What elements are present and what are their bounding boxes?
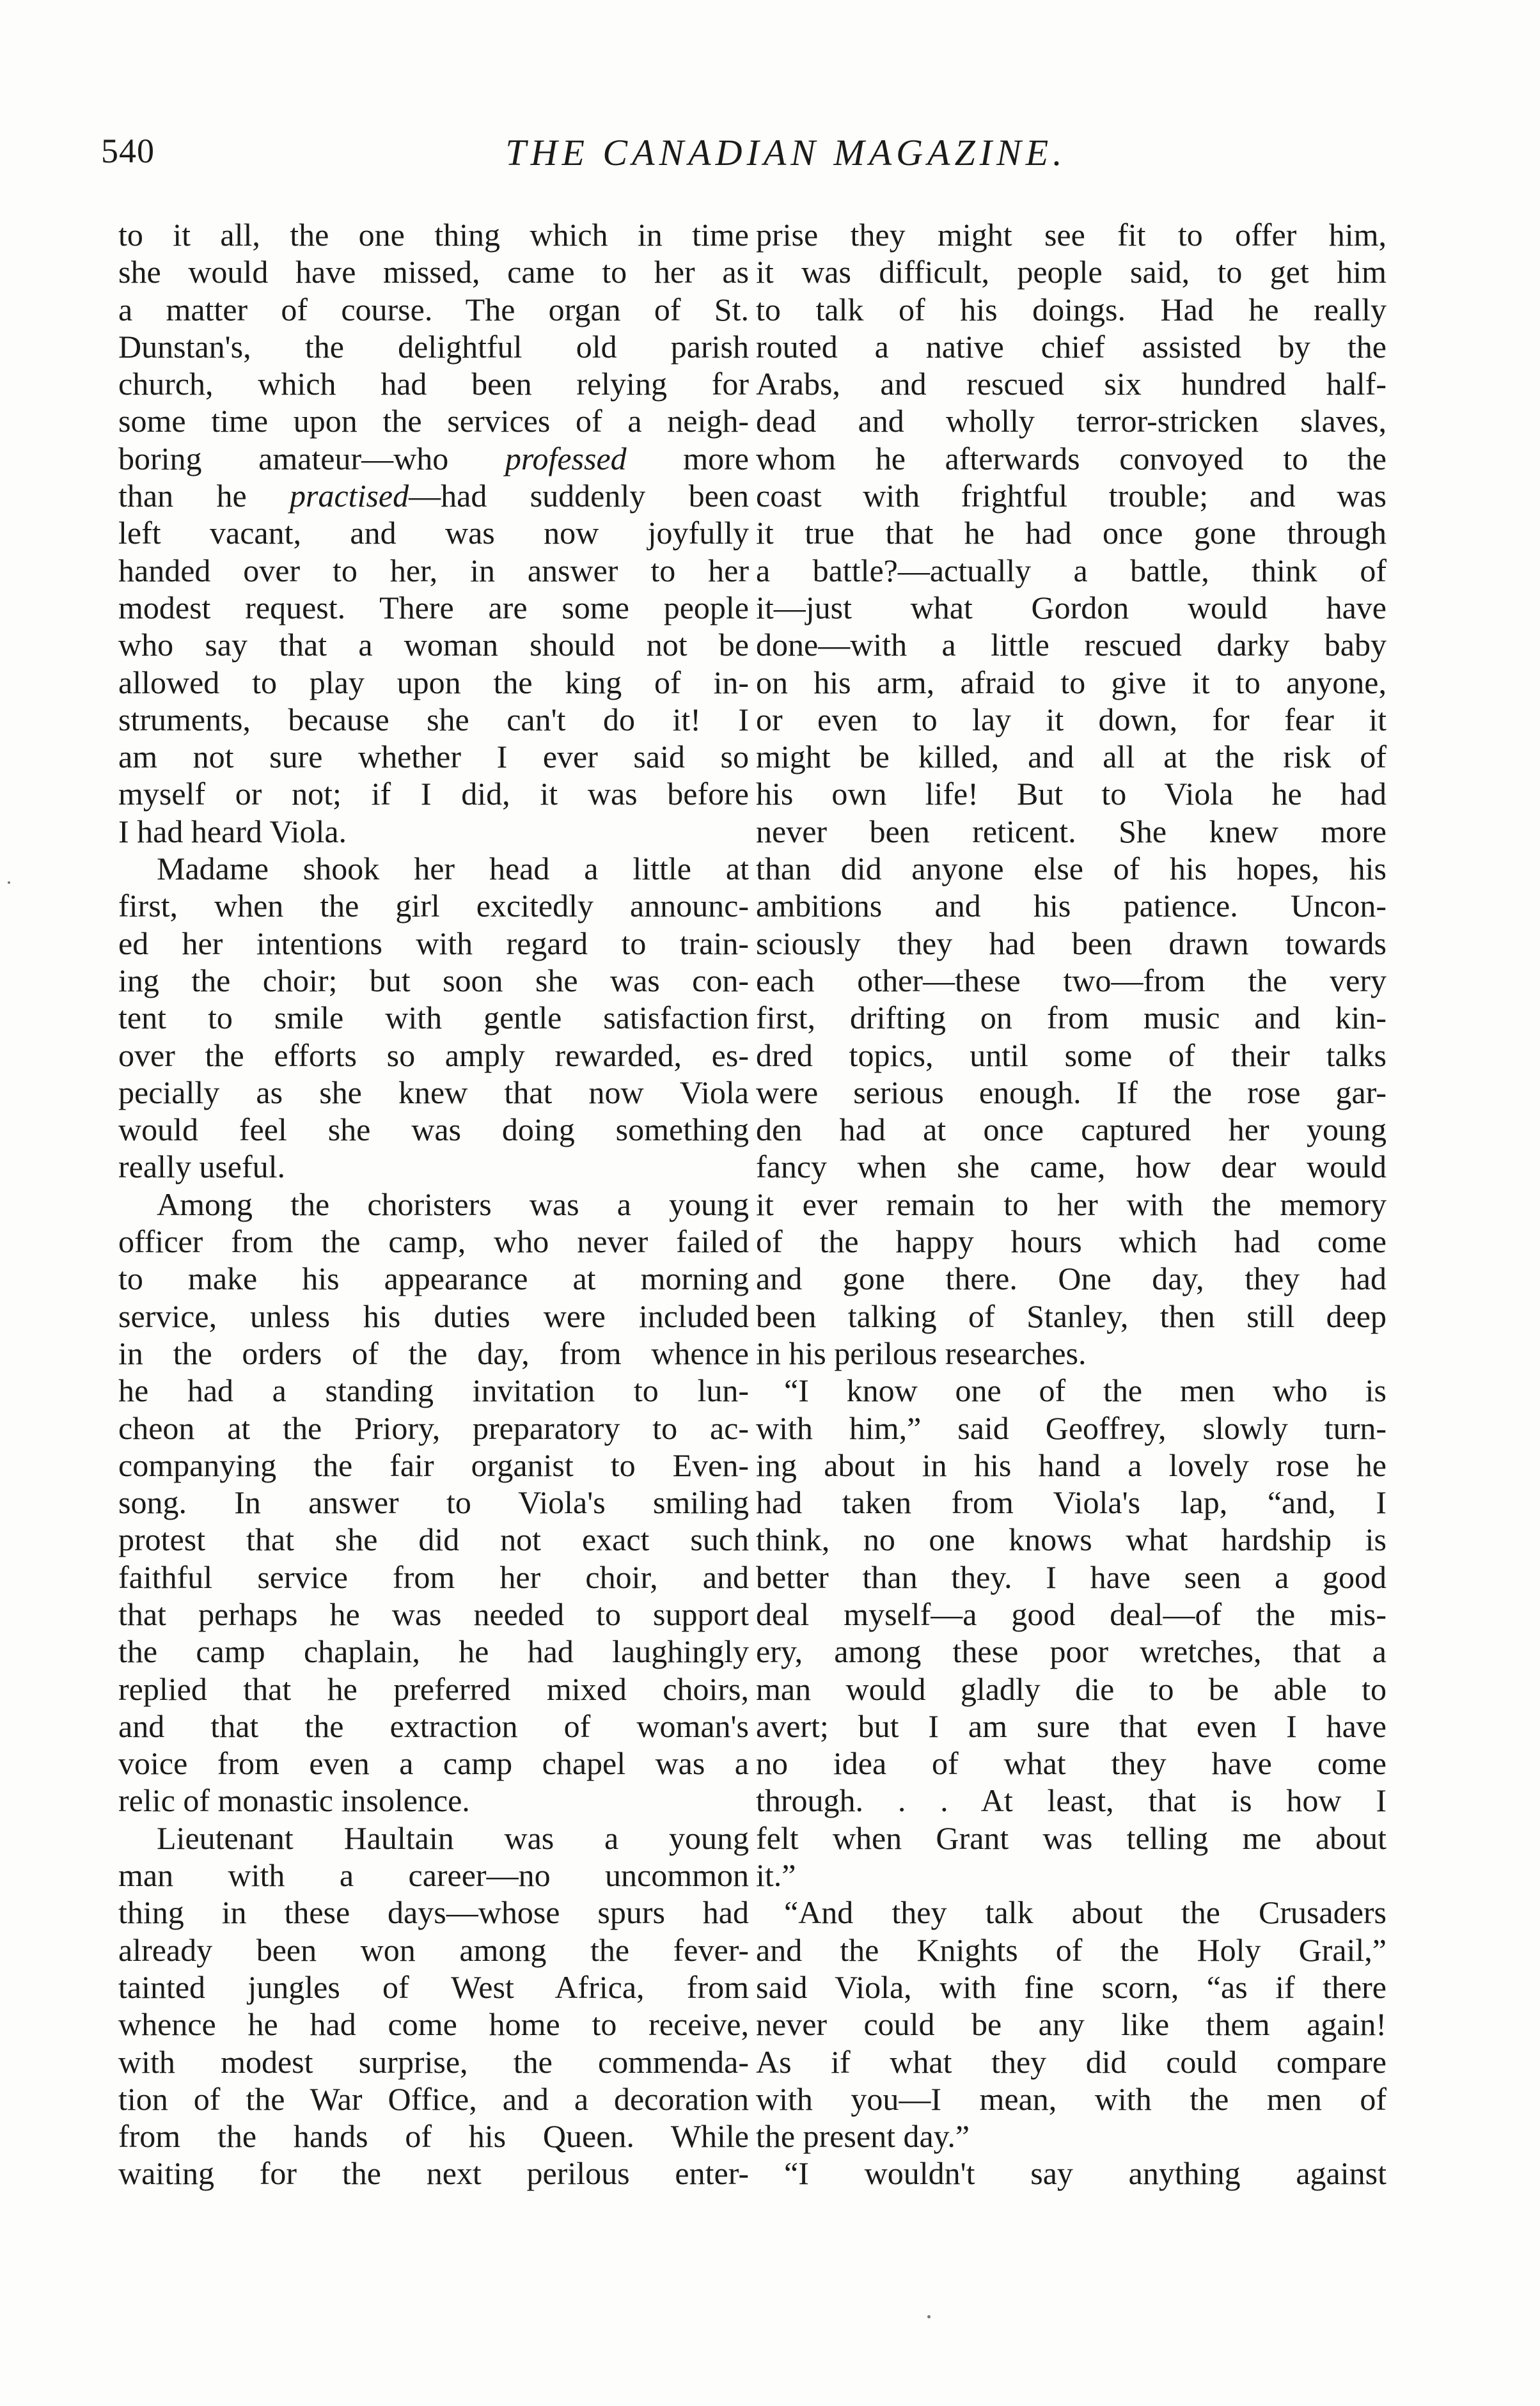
text-line: relic of monastic insolence. xyxy=(118,1782,470,1819)
text-line: ing the choir; but soon she was con- xyxy=(118,962,749,998)
text-line: prise they might see fit to offer him, xyxy=(756,217,1387,253)
text-line: the camp chaplain, he had laughingly xyxy=(118,1633,749,1670)
text-line: struments, because she can't do it! I xyxy=(118,701,749,737)
text-line: cheon at the Priory, preparatory to ac- xyxy=(118,1410,749,1446)
text-line: I had heard Viola. xyxy=(118,813,347,849)
text-line: who say that a woman should not be xyxy=(118,627,749,663)
text-line: to make his appearance at morning xyxy=(118,1261,749,1297)
text-line: thing in these days—whose spurs had xyxy=(118,1894,749,1931)
text-line: some time upon the services of a neigh- xyxy=(118,403,749,439)
text-line: might be killed, and all at the risk of xyxy=(756,739,1387,775)
text-line: a battle?—actually a battle, think of xyxy=(756,552,1387,588)
text-line: or even to lay it down, for fear it xyxy=(756,701,1387,737)
text-line: whom he afterwards convoyed to the xyxy=(756,440,1387,476)
text-run: than he xyxy=(118,478,290,514)
text-line: “And they talk about the Crusaders xyxy=(784,1894,1387,1931)
text-line: routed a native chief assisted by the xyxy=(756,328,1387,365)
text-line: were serious enough. If the rose gar- xyxy=(756,1074,1387,1110)
left-column xyxy=(118,216,749,2192)
text-line: ambitions and his patience. Uncon- xyxy=(756,888,1387,924)
text-line: think, no one knows what hardship is xyxy=(756,1521,1387,1558)
text-line xyxy=(118,477,749,514)
text-line: to it all, the one thing which in time xyxy=(118,217,749,253)
text-line: church, which had been relying for xyxy=(118,366,749,402)
text-line: ing about in his hand a lovely rose he xyxy=(756,1447,1387,1483)
text-line: said Viola, with fine scorn, “as if there xyxy=(756,1969,1387,2005)
text-line: Lieutenant Haultain was a young xyxy=(157,1820,749,1856)
text-line: would feel she was doing something xyxy=(118,1112,749,1148)
text-line: dead and wholly terror-stricken slaves, xyxy=(756,403,1387,439)
print-speck xyxy=(927,2315,931,2318)
text-line: it true that he had once gone through xyxy=(756,515,1387,551)
text-line: of the happy hours which had come xyxy=(756,1223,1387,1260)
text-line: myself or not; if I did, it was before xyxy=(118,776,749,812)
text-line: never could be any like them again! xyxy=(756,2006,1387,2043)
text-line: done—with a little rescued darky baby xyxy=(756,627,1387,663)
text-line: really useful. xyxy=(118,1149,286,1185)
text-line: had taken from Viola's lap, “and, I xyxy=(756,1484,1387,1521)
text-line: fancy when she came, how dear would xyxy=(756,1149,1387,1185)
text-line: am not sure whether I ever said so xyxy=(118,739,749,775)
text-line: tainted jungles of West Africa, from xyxy=(118,1969,749,2005)
text-line: it.” xyxy=(756,1857,796,1894)
text-line: As if what they did could compare xyxy=(756,2043,1387,2080)
text-line: Madame shook her head a little at xyxy=(157,851,749,887)
text-line: and that the extraction of woman's xyxy=(118,1708,749,1744)
text-line: it was difficult, people said, to get him xyxy=(756,254,1387,290)
text-line: from the hands of his Queen. While xyxy=(118,2118,749,2155)
text-line: with modest surprise, the commenda- xyxy=(118,2043,749,2080)
text-line: sciously they had been drawn towards xyxy=(756,925,1387,961)
text-line: through. . . At least, that is how I xyxy=(756,1782,1387,1819)
text-line: better than they. I have seen a good xyxy=(756,1559,1387,1595)
text-line: a matter of course. The organ of St. xyxy=(118,291,749,327)
text-line: voice from even a camp chapel was a xyxy=(118,1745,749,1782)
text-line: left vacant, and was now joyfully xyxy=(118,515,749,551)
text-line: that perhaps he was needed to support xyxy=(118,1596,749,1632)
text-line: pecially as she knew that now Viola xyxy=(118,1074,749,1110)
text-line: first, when the girl excitedly announc- xyxy=(118,888,749,924)
text-line: coast with frightful trouble; and was xyxy=(756,478,1387,514)
text-line: whence he had come home to receive, xyxy=(118,2006,749,2043)
text-line: in his perilous researches. xyxy=(756,1335,1087,1371)
text-line: and gone there. One day, they had xyxy=(756,1261,1387,1297)
text-line: service, unless his duties were included xyxy=(118,1298,749,1334)
text-line: faithful service from her choir, and xyxy=(118,1559,749,1595)
text-line: to talk of his doings. Had he really xyxy=(756,291,1387,327)
italic-text: professed xyxy=(505,440,627,476)
text-line: ed her intentions with regard to train- xyxy=(118,925,749,961)
text-line: Arabs, and rescued six hundred half- xyxy=(756,366,1387,402)
text-line: man with a career—no uncommon xyxy=(118,1857,749,1894)
text-line: and the Knights of the Holy Grail,” xyxy=(756,1931,1387,1968)
text-line: she would have missed, came to her as xyxy=(118,254,749,290)
page-number: 540 xyxy=(101,132,155,170)
text-run: —had suddenly been xyxy=(409,478,749,514)
text-line xyxy=(118,440,749,477)
text-line: than did anyone else of his hopes, his xyxy=(756,851,1387,887)
italic-text: practised xyxy=(290,478,409,514)
text-line: “I wouldn't say anything against xyxy=(784,2155,1387,2192)
text-line: man would gladly die to be able to xyxy=(756,1671,1387,1707)
running-head: THE CANADIAN MAGAZINE. xyxy=(505,132,1067,173)
text-line: replied that he preferred mixed choirs, xyxy=(118,1671,749,1707)
text-line: protest that she did not exact such xyxy=(118,1521,749,1558)
text-line: ery, among these poor wretches, that a xyxy=(756,1633,1387,1670)
text-line: on his arm, afraid to give it to anyone, xyxy=(756,664,1387,700)
text-line: “I know one of the men who is xyxy=(784,1372,1387,1409)
text-line: over the efforts so amply rewarded, es- xyxy=(118,1037,749,1073)
text-line: been talking of Stanley, then still deep xyxy=(756,1298,1387,1334)
text-line: Among the choristers was a young xyxy=(157,1186,749,1222)
text-line: avert; but I am sure that even I have xyxy=(756,1708,1387,1744)
text-line: waiting for the next perilous enter- xyxy=(118,2155,749,2192)
text-line: it—just what Gordon would have xyxy=(756,589,1387,625)
text-line: song. In answer to Viola's smiling xyxy=(118,1484,749,1521)
text-line: the present day.” xyxy=(756,2118,970,2155)
text-line: it ever remain to her with the memory xyxy=(756,1186,1387,1222)
text-line: with you—I mean, with the men of xyxy=(756,2080,1387,2117)
text-line: allowed to play upon the king of in- xyxy=(118,664,749,700)
right-column xyxy=(756,216,1387,2192)
text-line: tent to smile with gentle satisfaction xyxy=(118,1000,749,1036)
text-line: tion of the War Office, and a decoration xyxy=(118,2080,749,2117)
text-line: den had at once captured her young xyxy=(756,1112,1387,1148)
text-line: handed over to her, in answer to her xyxy=(118,552,749,588)
text-line: in the orders of the day, from whence xyxy=(118,1335,749,1371)
text-line: first, drifting on from music and kin- xyxy=(756,1000,1387,1036)
text-line: never been reticent. She knew more xyxy=(756,813,1387,849)
text-line: officer from the camp, who never failed xyxy=(118,1223,749,1260)
text-line: felt when Grant was telling me about xyxy=(756,1820,1387,1856)
text-line: modest request. There are some people xyxy=(118,589,749,625)
text-line: with him,” said Geoffrey, slowly turn- xyxy=(756,1410,1387,1446)
text-line: already been won among the fever- xyxy=(118,1931,749,1968)
text-line: he had a standing invitation to lun- xyxy=(118,1372,749,1409)
text-line: deal myself—a good deal—of the mis- xyxy=(756,1596,1387,1632)
text-line: no idea of what they have come xyxy=(756,1745,1387,1782)
text-run: more xyxy=(626,440,749,476)
print-speck xyxy=(8,881,10,884)
text-run: boring amateur—who xyxy=(118,440,505,476)
text-line: each other—these two—from the very xyxy=(756,962,1387,998)
text-line: dred topics, until some of their talks xyxy=(756,1037,1387,1073)
text-line: companying the fair organist to Even- xyxy=(118,1447,749,1483)
text-line: Dunstan's, the delightful old parish xyxy=(118,328,749,365)
text-line: his own life! But to Viola he had xyxy=(756,776,1387,812)
